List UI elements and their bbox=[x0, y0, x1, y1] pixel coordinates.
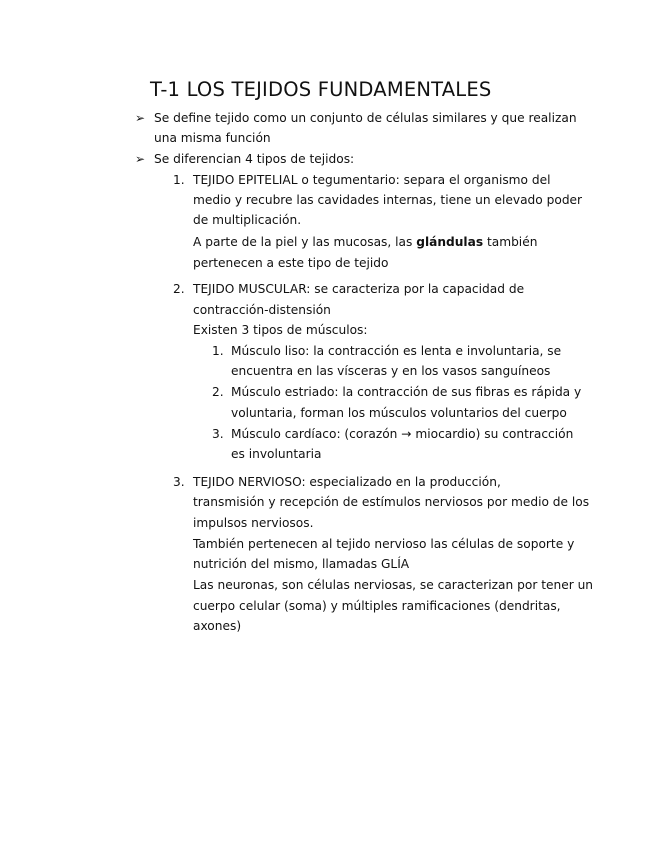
bullet-line: Se define tejido como un conjunto de células similares y que realizan bbox=[154, 111, 577, 125]
list-number: 3. bbox=[173, 475, 185, 489]
note-bold-text: glándulas bbox=[416, 235, 484, 249]
muscle-line: Músculo cardíaco: (corazón → miocardio) su contracción bbox=[231, 427, 574, 441]
tissue-line: axones) bbox=[193, 619, 242, 633]
muscle-line: es involuntaria bbox=[231, 447, 322, 461]
tissue-line: nutrición del mismo, llamadas GLÍA bbox=[193, 557, 410, 571]
muscle-line: Músculo estriado: la contracción de sus fibras es rápida y bbox=[231, 385, 582, 399]
tissue-line: TEJIDO MUSCULAR: se caracteriza por la capacidad de bbox=[193, 282, 525, 296]
tissue-line: Las neuronas, son células nerviosas, se caracterizan por tener un bbox=[193, 578, 594, 592]
bullet-line: una misma función bbox=[154, 131, 271, 145]
list-number: 1. bbox=[212, 344, 224, 358]
muscle-line: voluntaria, forman los músculos voluntarios del cuerpo bbox=[231, 406, 567, 420]
list-number: 2. bbox=[173, 282, 185, 296]
list-number: 3. bbox=[212, 427, 224, 441]
page-title: T-1 LOS TEJIDOS FUNDAMENTALES bbox=[150, 78, 492, 101]
tissue-line: TEJIDO EPITELIAL o tegumentario: separa el organismo del bbox=[193, 173, 551, 187]
tissue-line: medio y recubre las cavidades internas, tiene un elevado poder bbox=[193, 193, 583, 207]
list-number: 1. bbox=[173, 173, 185, 187]
tissue-line: contracción-distensión bbox=[193, 303, 331, 317]
muscle-line: encuentra en las vísceras y en los vasos sanguíneos bbox=[231, 364, 551, 378]
tissue-line: impulsos nerviosos. bbox=[193, 516, 314, 530]
tissue-line: de multiplicación. bbox=[193, 213, 302, 227]
muscle-line: Músculo liso: la contracción es lenta e involuntaria, se bbox=[231, 344, 562, 358]
bullet-arrow-icon: ➢ bbox=[135, 152, 146, 166]
tissue-line: TEJIDO NERVIOSO: especializado en la producción, bbox=[193, 475, 501, 489]
tissue-note-line bbox=[193, 234, 537, 250]
note-text: también bbox=[483, 235, 538, 249]
tissue-line: También pertenecen al tejido nervioso las células de soporte y bbox=[193, 537, 575, 551]
tissue-line: transmisión y recepción de estímulos nerviosos por medio de los bbox=[193, 495, 590, 509]
note-text: A parte de la piel y las mucosas, las bbox=[193, 235, 417, 249]
tissue-line: pertenecen a este tipo de tejido bbox=[193, 256, 389, 270]
tissue-line: cuerpo celular (soma) y múltiples ramificaciones (dendritas, bbox=[193, 599, 561, 613]
list-number: 2. bbox=[212, 385, 224, 399]
bullet-arrow-icon: ➢ bbox=[135, 111, 146, 125]
bullet-line: Se diferencian 4 tipos de tejidos: bbox=[154, 152, 355, 166]
tissue-line: Existen 3 tipos de músculos: bbox=[193, 323, 368, 337]
